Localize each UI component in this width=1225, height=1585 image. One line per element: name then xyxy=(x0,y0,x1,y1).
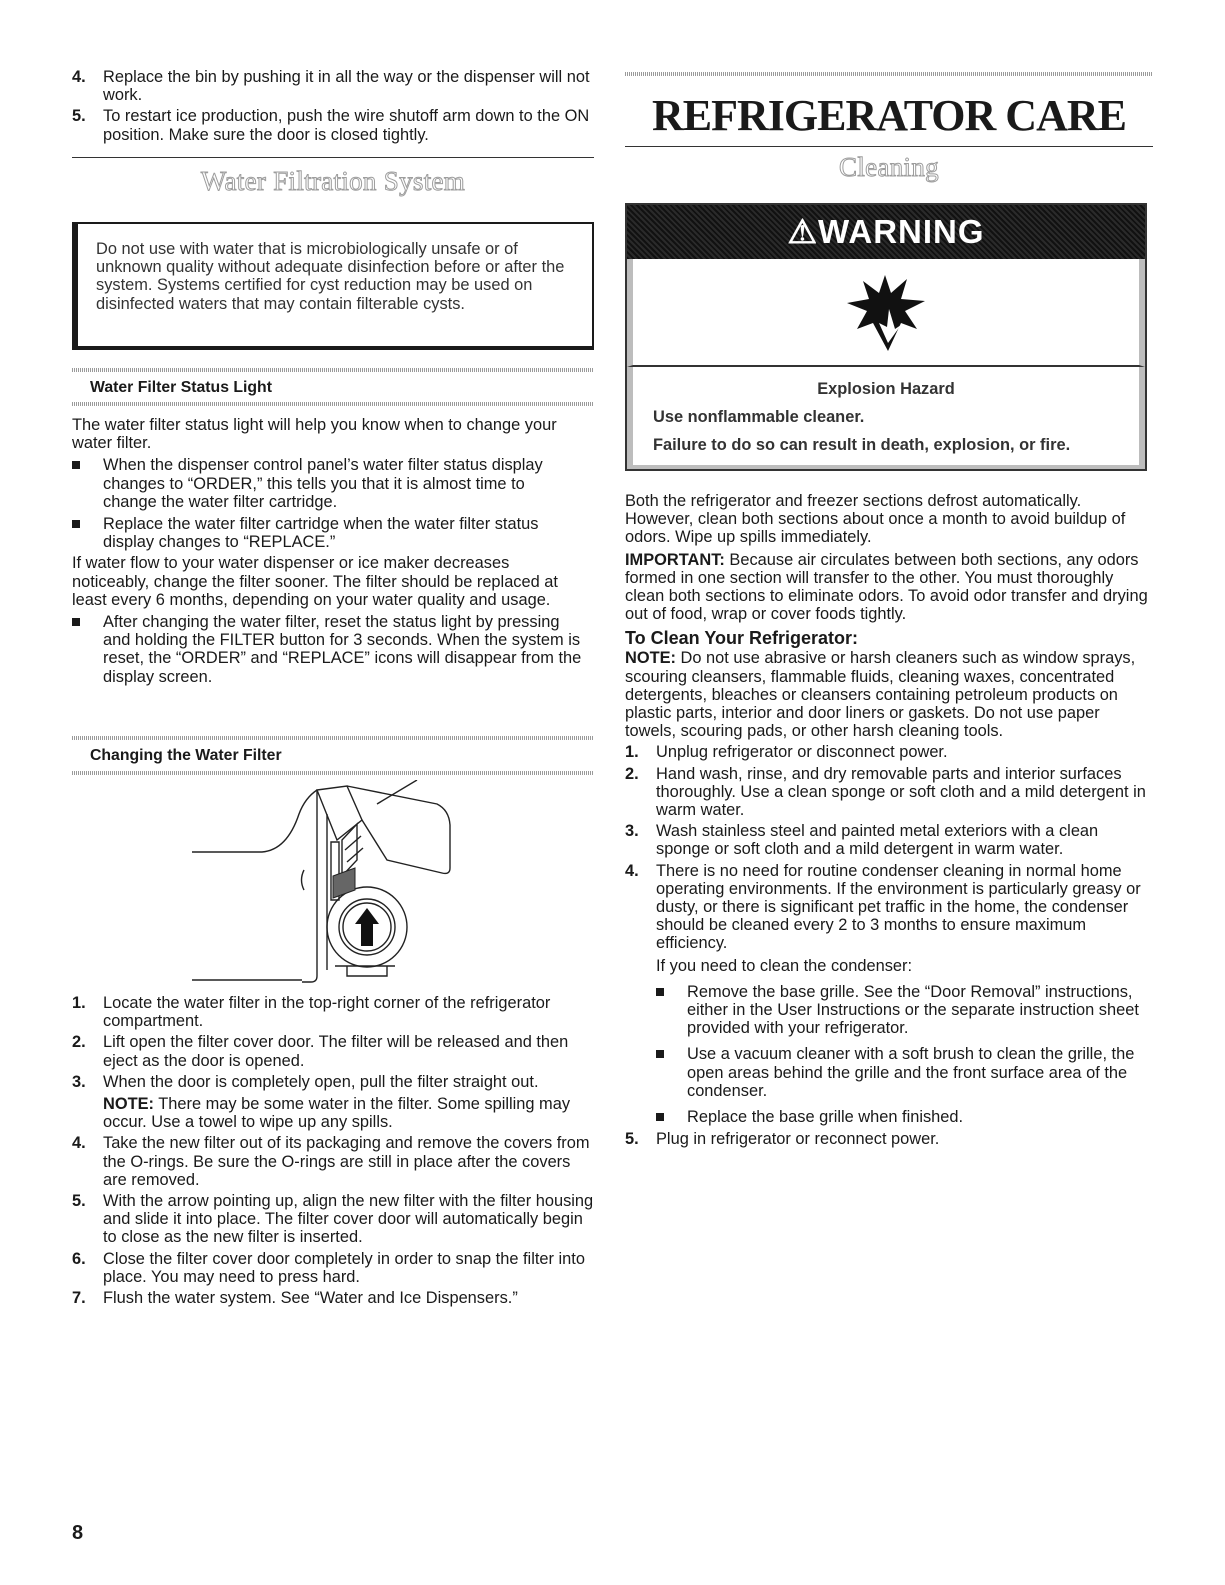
list-item xyxy=(72,1192,594,1247)
cleaning-content xyxy=(625,492,1153,1149)
item-text: Plug in refrigerator or reconnect power. xyxy=(656,1130,940,1149)
item-text: When the door is completely open, pull the filter straight out. xyxy=(103,1072,539,1091)
item-text: Take the new filter out of its packaging and remove the covers from the O-rings. Be sure the O-rings are still in place after the covers are removed. xyxy=(103,1134,590,1189)
list-item xyxy=(72,1289,594,1307)
list-item xyxy=(72,456,582,511)
list-item xyxy=(72,1250,594,1286)
item-number: 1. xyxy=(72,994,86,1012)
item-text: With the arrow pointing up, align the new filter with the filter housing and slide it into place. The filter cover door will automatically begin to close as the new filter is inserted. xyxy=(103,1192,594,1247)
bullet-text: When the dispenser control panel’s water filter status display changes to “ORDER,” this tells you that it is almost time to change the water filter cartridge. xyxy=(103,456,543,511)
item-text: Hand wash, rinse, and dry removable parts and interior surfaces thoroughly. Use a clean sponge or soft cloth and a mild detergent in warm water. xyxy=(656,764,1146,820)
bullet-text: Replace the water filter cartridge when the water filter status display changes to “REPLACE.” xyxy=(103,515,539,552)
warning-label: WARNING xyxy=(818,213,985,250)
dotted-divider xyxy=(72,736,594,740)
warning-icon-area xyxy=(627,259,1145,367)
explosion-icon xyxy=(843,273,933,353)
paragraph: If water flow to your water dispenser or ice maker decreases noticeably, change the filter sooner. The filter should be replaced at least every 6 months, depending on your water quality and usage. xyxy=(72,554,558,609)
note-text: There may be some water in the filter. Some spilling may occur. Use a towel to wipe up any spills. xyxy=(103,1095,571,1132)
paragraph: Both the refrigerator and freezer sections defrost automatically. However, clean both sections about once a month to avoid buildup of odors. Wipe up spills immediately. xyxy=(625,492,1126,547)
warning-line: Failure to do so can result in death, explosion, or fire. xyxy=(653,436,1071,454)
list-item xyxy=(625,765,1153,820)
dotted-divider xyxy=(625,72,1153,76)
item-number: 7. xyxy=(72,1289,86,1308)
list-item xyxy=(72,613,582,686)
note-label: NOTE: xyxy=(103,1095,154,1114)
page-title: REFRIGERATOR CARE xyxy=(652,91,1126,140)
bullet-icon xyxy=(72,461,80,469)
item-number: 2. xyxy=(72,1033,86,1052)
water-filter-illustration xyxy=(187,780,487,990)
item-number: 4. xyxy=(72,1134,86,1153)
list-item xyxy=(72,68,594,104)
list-item xyxy=(625,1130,1153,1148)
item-text: Replace the bin by pushing it in all the way or the dispenser will not work. xyxy=(103,68,590,105)
bullet-text: Use a vacuum cleaner with a soft brush to clean the grille, the open areas behind the grille and the front surface area of the condenser. xyxy=(687,1045,1135,1100)
item-number: 5. xyxy=(72,107,86,126)
subsection-heading: Changing the Water Filter xyxy=(90,747,282,764)
bullet-text: Replace the base grille when finished. xyxy=(687,1108,964,1127)
important-label: IMPORTANT: xyxy=(625,550,725,569)
warning-triangle-icon: ⚠ xyxy=(787,213,819,250)
status-light-content xyxy=(72,416,582,686)
note xyxy=(103,1095,594,1131)
list-item xyxy=(72,515,582,551)
list-item xyxy=(72,1033,594,1069)
bullet-icon xyxy=(72,520,80,528)
item-number: 4. xyxy=(625,861,639,880)
subsection-heading: To Clean Your Refrigerator: xyxy=(625,628,859,649)
subsection-heading: Water Filter Status Light xyxy=(90,379,272,396)
dotted-divider xyxy=(72,368,594,372)
paragraph: If you need to clean the condenser: xyxy=(656,956,913,975)
bullet-icon xyxy=(656,1050,664,1058)
section-title: Water Filtration System xyxy=(200,166,466,196)
dotted-divider xyxy=(72,771,594,775)
note-text: Do not use abrasive or harsh cleaners such as window sprays, scouring cleansers, flammable fluids, cleaning waxes, concentrated detergents, bleaches or cleansers containing petroleum products on plastic parts, interior and door liners or gaskets. Do not use paper towels, scouring pads, or other harsh cleaning tools. xyxy=(625,649,1136,741)
item-number: 4. xyxy=(72,68,86,86)
item-number: 3. xyxy=(625,822,639,841)
warning-header xyxy=(627,205,1145,259)
item-text: There is no need for routine condenser cleaning in normal home operating environments. If the environment is particularly greasy or dusty, or there is significant pet traffic in the home, the condenser should be cleaned every 2 to 3 months to ensure maximum efficiency. xyxy=(656,861,1141,953)
note-label: NOTE: xyxy=(625,649,676,668)
item-text: Close the filter cover door completely in order to snap the filter into place. You may need to press hard. xyxy=(103,1249,585,1286)
continued-steps xyxy=(72,68,594,144)
paragraph: The water filter status light will help you know when to change your water filter. xyxy=(72,416,557,453)
warning-line: Use nonflammable cleaner. xyxy=(653,408,865,426)
item-text: Locate the water filter in the top-right corner of the refrigerator compartment. xyxy=(103,994,551,1031)
warning-text-area xyxy=(627,367,1145,469)
list-item xyxy=(72,1073,594,1132)
list-item xyxy=(656,983,1153,1038)
item-text: Wash stainless steel and painted metal exteriors with a clean sponge or soft cloth and a mild detergent in warm water. xyxy=(656,822,1099,859)
dotted-divider xyxy=(72,402,594,406)
list-item xyxy=(625,862,1153,1127)
item-number: 5. xyxy=(72,1192,86,1211)
list-item xyxy=(72,107,594,143)
bullet-icon xyxy=(656,988,664,996)
section-divider xyxy=(625,146,1153,147)
list-item xyxy=(625,743,1153,761)
item-number: 2. xyxy=(625,764,639,783)
bullet-text: After changing the water filter, reset the status light by pressing and holding the FILTER button for 3 seconds. When the system is reset, the “ORDER” and “REPLACE” icons will disappear from the display screen. xyxy=(103,613,582,686)
notice-box: Do not use with water that is microbiologically unsafe or of unknown quality without adequate disinfection before or after the system. Systems certified for cyst reduction may be used on disinfected waters that may contain filterable cysts. xyxy=(72,222,594,350)
list-item xyxy=(72,1134,594,1189)
list-item xyxy=(656,1108,1153,1126)
filter-steps xyxy=(72,994,594,1307)
item-number: 6. xyxy=(72,1249,86,1268)
bullet-text: Remove the base grille. See the “Door Removal” instructions, either in the User Instructions or the separate instruction sheet provided with your refrigerator. xyxy=(687,982,1139,1038)
section-divider xyxy=(72,157,594,158)
paragraph xyxy=(625,551,1153,624)
page-number: 8 xyxy=(72,1522,84,1544)
item-number: 3. xyxy=(72,1072,86,1091)
list-item xyxy=(72,994,594,1030)
bullet-icon xyxy=(72,618,80,626)
section-title: Cleaning xyxy=(839,152,939,182)
item-number: 5. xyxy=(625,1130,639,1149)
list-item xyxy=(656,1045,1153,1100)
list-item xyxy=(625,822,1153,858)
item-number: 1. xyxy=(625,743,639,762)
bullet-icon xyxy=(656,1113,664,1121)
item-text: To restart ice production, push the wire shutoff arm down to the ON position. Make sure the door is closed tightly. xyxy=(103,107,590,144)
item-text: Flush the water system. See “Water and Ice Dispensers.” xyxy=(103,1289,518,1308)
important-text: Because air circulates between both sections, any odors formed in one section will transfer to the other. You must thoroughly clean both sections to eliminate odors. To avoid odor transfer and drying out of food, wrap or cover foods tightly. xyxy=(625,550,1148,624)
item-text: Lift open the filter cover door. The filter will be released and then eject as the door is opened. xyxy=(103,1033,569,1070)
hazard-title: Explosion Hazard xyxy=(817,380,955,398)
note xyxy=(625,649,1153,740)
item-text: Unplug refrigerator or disconnect power. xyxy=(656,743,948,762)
warning-box xyxy=(625,203,1147,471)
